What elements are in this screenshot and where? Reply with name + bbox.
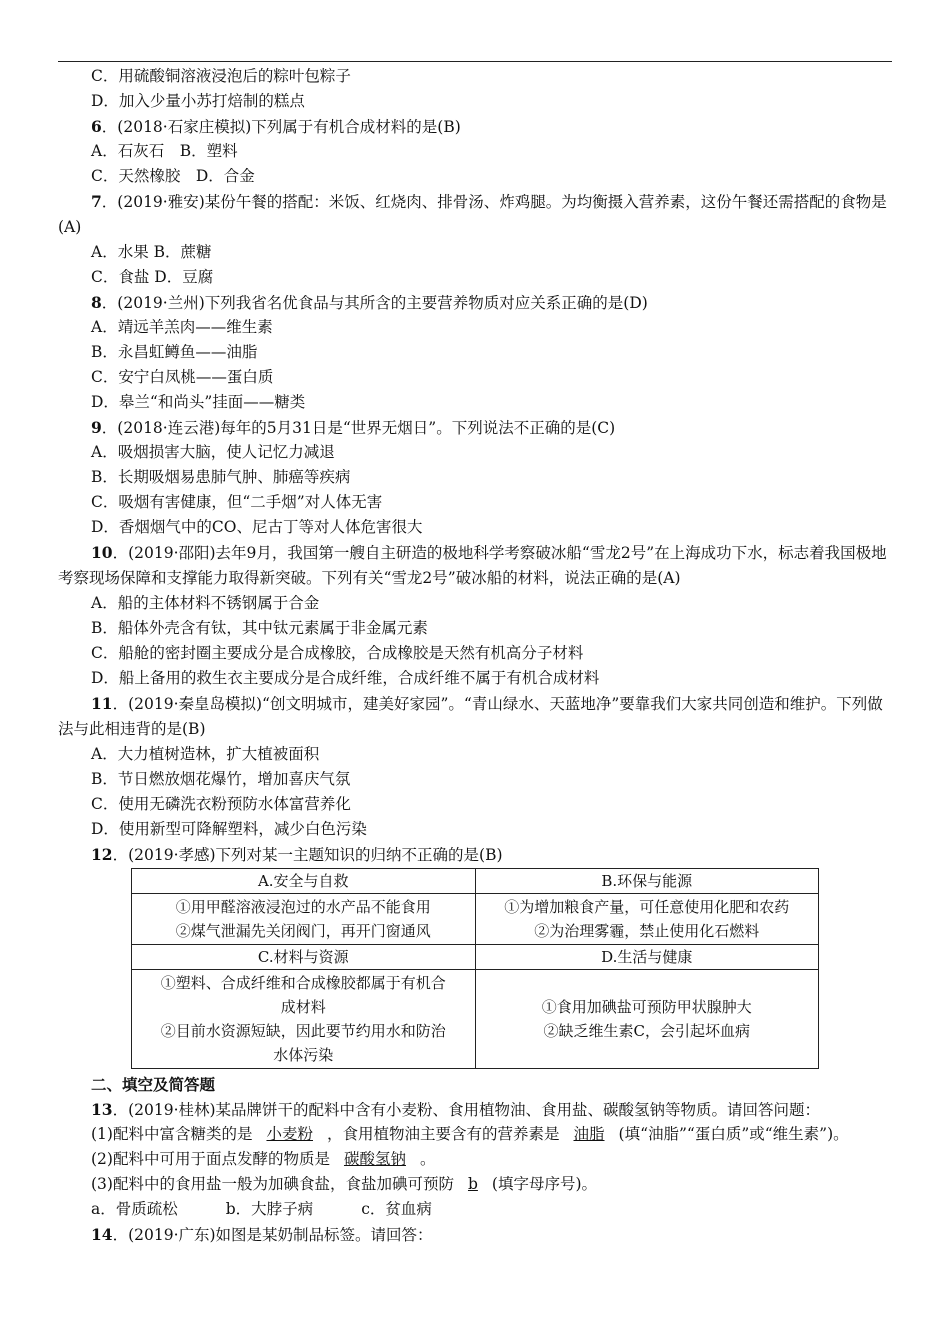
q6-options-ab: A．石灰石 B．塑料 bbox=[91, 142, 238, 160]
q8-option-d: D．皋兰“和尚头”挂面——糖类 bbox=[91, 393, 306, 411]
q11-option-a: A．大力植树造林，扩大植被面积 bbox=[91, 745, 320, 763]
q10-number: 10 bbox=[91, 543, 113, 562]
q13-choices bbox=[58, 1197, 892, 1222]
table-a-item-1: ①用甲醛溶液浸泡过的水产品不能食用 bbox=[175, 898, 431, 916]
q14-number: 14 bbox=[91, 1225, 113, 1244]
q13-p2-suffix: 。 bbox=[419, 1150, 436, 1168]
table-head-d: D.生活与健康 bbox=[475, 945, 819, 970]
q9-option-b: B．长期吸烟易患肺气肿、肺癌等疾病 bbox=[91, 468, 351, 486]
q13-choice-a: a．骨质疏松 bbox=[91, 1200, 178, 1218]
q11-stem-text: ．(2019·秦皇岛模拟)“创文明城市，建美好家园”。“青山绿水、天蓝地净”要靠我们大家共同创造和维护。下列做法与此相违背的是(B) bbox=[58, 695, 883, 738]
q8-option-a: A．靖远羊羔肉——维生素 bbox=[91, 318, 273, 336]
q5-option-c: C．用硫酸铜溶液浸泡后的粽叶包粽子 bbox=[91, 67, 351, 85]
section-heading: 二、填空及简答题 bbox=[91, 1075, 216, 1094]
table-head-a: A.安全与自救 bbox=[132, 869, 476, 894]
table-cell-d bbox=[475, 970, 819, 1069]
q9-number: 9 bbox=[91, 418, 102, 437]
table-cell-b bbox=[475, 894, 819, 945]
q13-part-2 bbox=[58, 1147, 892, 1172]
q13-p1-prefix: (1)配料中富含糖类的是 bbox=[91, 1125, 253, 1143]
q9-option-d: D．香烟烟气中的CO、尼古丁等对人体危害很大 bbox=[91, 518, 423, 536]
q9-stem-text: ．(2018·连云港)每年的5月31日是“世界无烟日”。下列说法不正确的是(C) bbox=[101, 419, 616, 437]
q13-answer-3: 碳酸氢钠 bbox=[343, 1150, 406, 1168]
q13-part-3 bbox=[58, 1172, 892, 1197]
q13-stem-text: ．(2019·桂林)某品牌饼干的配料中含有小麦粉、食用植物油、食用盐、碳酸氢钠等物质。请回答问题： bbox=[112, 1101, 821, 1119]
q13-part-1 bbox=[58, 1122, 892, 1147]
table-c-item-2a: ②目前水资源短缺，因此要节约用水和防治 bbox=[160, 1022, 446, 1040]
q10-option-a: A．船的主体材料不锈钢属于合金 bbox=[91, 594, 320, 612]
q12-knowledge-table bbox=[131, 868, 819, 1069]
q13-number: 13 bbox=[91, 1100, 113, 1119]
q12-stem bbox=[58, 842, 892, 867]
table-b-item-1: ①为增加粮食产量，可任意使用化肥和农药 bbox=[504, 898, 790, 916]
q10-stem-text: ．(2019·邵阳)去年9月，我国第一艘自主研造的极地科学考察破冰船“雪龙2号”在上海成功下水，标志着我国极地考察现场保障和支撑能力取得新突破。下列有关“雪龙2号”破冰船的材料，说法正确的是(A) bbox=[58, 544, 887, 587]
table-head-b: B.环保与能源 bbox=[475, 869, 819, 894]
q13-answer-4: b bbox=[467, 1175, 478, 1193]
q11-option-c: C．使用无磷洗衣粉预防水体富营养化 bbox=[91, 795, 351, 813]
table-cell-a bbox=[132, 894, 476, 945]
table-a-item-2: ②煤气泄漏先关闭阀门，再开门窗通风 bbox=[175, 922, 431, 940]
q10-option-b: B．船体外壳含有钛，其中钛元素属于非金属元素 bbox=[91, 619, 428, 637]
document-content bbox=[58, 64, 892, 1247]
q7-stem-text: ．(2019·雅安)某份午餐的搭配：米饭、红烧肉、排骨汤、炸鸡腿。为均衡摄入营养素，这份午餐还需搭配的食物是(A) bbox=[58, 193, 887, 236]
q8-option-c: C．安宁白凤桃——蛋白质 bbox=[91, 368, 274, 386]
q11-option-b: B．节日燃放烟花爆竹，增加喜庆气氛 bbox=[91, 770, 351, 788]
q8-number: 8 bbox=[91, 293, 102, 312]
q13-p3-prefix: (3)配料中的食用盐一般为加碘食盐，食盐加碘可预防 bbox=[91, 1175, 454, 1193]
q5-option-d: D．加入少量小苏打焙制的糕点 bbox=[91, 92, 305, 110]
q11-number: 11 bbox=[91, 694, 113, 713]
table-head-c: C.材料与资源 bbox=[132, 945, 476, 970]
q13-p3-suffix: (填字母序号)。 bbox=[491, 1175, 598, 1193]
q13-p2-prefix: (2)配料中可用于面点发酵的物质是 bbox=[91, 1150, 330, 1168]
q8-stem bbox=[58, 290, 892, 315]
q6-number: 6 bbox=[91, 117, 102, 136]
q10-option-c: C．船舱的密封圈主要成分是合成橡胶，合成橡胶是天然有机高分子材料 bbox=[91, 644, 584, 662]
q6-stem-text: ．(2018·石家庄模拟)下列属于有机合成材料的是(B) bbox=[101, 118, 461, 136]
q7-options-ab: A．水果 B．蔗糖 bbox=[91, 243, 212, 261]
q11-stem bbox=[58, 691, 892, 742]
q10-option-d: D．船上备用的救生衣主要成分是合成纤维，合成纤维不属于有机合成材料 bbox=[91, 669, 600, 687]
q13-p1-suffix: (填“油脂”“蛋白质”或“维生素”)。 bbox=[618, 1125, 849, 1143]
q7-number: 7 bbox=[91, 192, 102, 211]
table-c-item-1a: ①塑料、合成纤维和合成橡胶都属于有机合 bbox=[160, 974, 446, 992]
q6-options-cd: C．天然橡胶 D．合金 bbox=[91, 167, 255, 185]
q12-number: 12 bbox=[91, 845, 113, 864]
q13-choice-c: c．贫血病 bbox=[361, 1200, 432, 1218]
q13-answer-2: 油脂 bbox=[573, 1125, 605, 1143]
table-d-item-2: ②缺乏维生素C，会引起坏血病 bbox=[543, 1022, 750, 1040]
q8-stem-text: ．(2019·兰州)下列我省名优食品与其所含的主要营养物质对应关系正确的是(D) bbox=[101, 294, 648, 312]
q10-stem bbox=[58, 540, 892, 591]
q13-answer-1: 小麦粉 bbox=[266, 1125, 313, 1143]
q11-option-d: D．使用新型可降解塑料，减少白色污染 bbox=[91, 820, 367, 838]
q13-p1-middle: ，食用植物油主要含有的营养素是 bbox=[326, 1125, 560, 1143]
q13-choice-b: b．大脖子病 bbox=[225, 1200, 314, 1218]
q9-option-a: A．吸烟损害大脑，使人记忆力减退 bbox=[91, 443, 335, 461]
table-cell-c bbox=[132, 970, 476, 1069]
q12-stem-text: ．(2019·孝感)下列对某一主题知识的归纳不正确的是(B) bbox=[112, 846, 503, 864]
table-d-item-1: ①食用加碘盐可预防甲状腺肿大 bbox=[541, 998, 752, 1016]
q9-option-c: C．吸烟有害健康，但“二手烟”对人体无害 bbox=[91, 493, 383, 511]
q6-stem bbox=[58, 114, 892, 139]
q13-stem bbox=[58, 1097, 892, 1122]
table-c-item-2b: 水体污染 bbox=[273, 1046, 334, 1064]
q7-stem bbox=[58, 189, 892, 240]
q7-options-cd: C．食盐 D．豆腐 bbox=[91, 268, 214, 286]
header-rule bbox=[58, 61, 892, 62]
q14-stem-text: ．(2019·广东)如图是某奶制品标签。请回答： bbox=[112, 1226, 433, 1244]
q8-option-b: B．永昌虹鳟鱼——油脂 bbox=[91, 343, 258, 361]
table-c-item-1b: 成材料 bbox=[280, 998, 326, 1016]
q14-stem bbox=[58, 1222, 892, 1247]
q9-stem bbox=[58, 415, 892, 440]
table-b-item-2: ②为治理雾霾，禁止使用化石燃料 bbox=[534, 922, 760, 940]
